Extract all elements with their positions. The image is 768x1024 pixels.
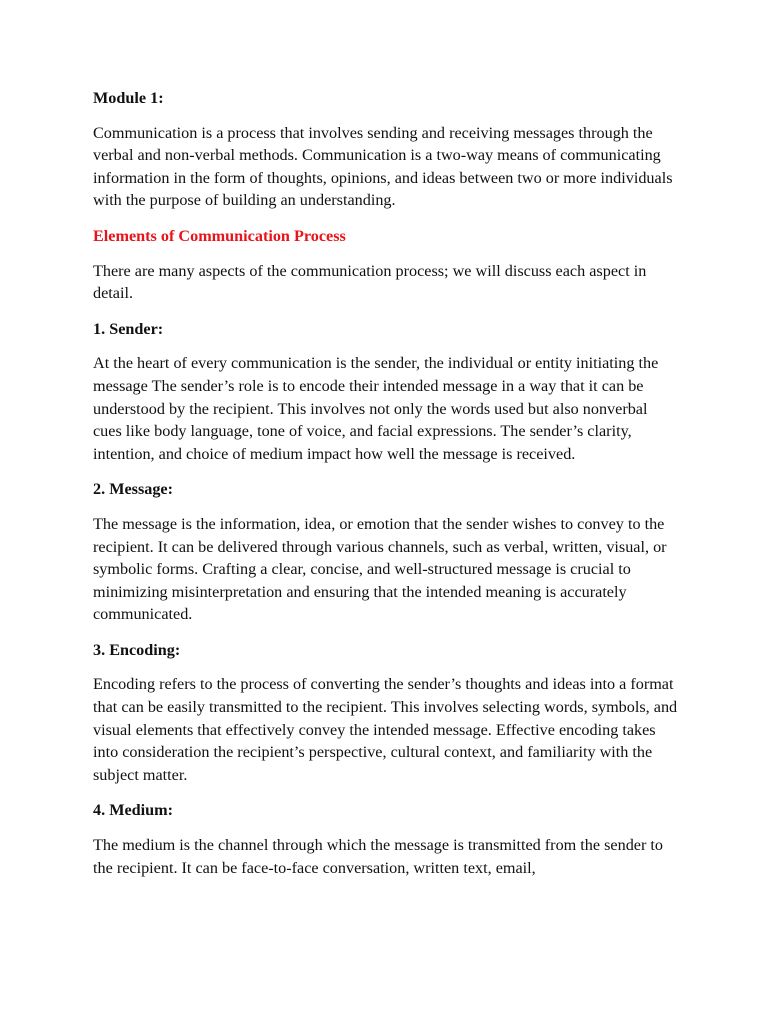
item-heading-sender: 1. Sender: <box>93 319 164 338</box>
item-heading-medium: 4. Medium: <box>93 801 174 820</box>
module-title: Module 1: <box>93 89 164 107</box>
item-heading-encoding: 3. Encoding: <box>93 640 181 659</box>
item-heading-message: 2. Message: <box>93 480 174 499</box>
intro-paragraph: Communication is a process that involves sending and receiving messages through the verbal and non-verbal methods. Communication is a two-way means of communicating information in the form of thoughts, opinions, and ideas between two or more individuals with the purpose of building an understanding. <box>93 123 673 210</box>
item-body-sender: At the heart of every communication is the sender, the individual or entity initiating the message The sender’s role is to encode their intended message in a way that it can be understood by the recipient. This involves not only the words used but also nonverbal cues like body language, tone of voice, and facial expressions. The sender’s clarity, intention, and choice of medium impact how well the message is received. <box>93 354 659 463</box>
item-body-message: The message is the information, idea, or emotion that the sender wishes to convey to the recipient. It can be delivered through various channels, such as verbal, written, visual, or symbolic forms. Crafting a clear, concise, and well-structured message is crucial to minimizing misinterpretation and ensuring that the intended meaning is accurately communicated. <box>93 514 667 624</box>
section-heading: Elements of Communication Process <box>93 226 346 245</box>
section-intro-paragraph: There are many aspects of the communication process; we will discuss each aspect in detail. <box>93 261 647 303</box>
item-body-medium: The medium is the channel through which the message is transmitted from the sender to the recipient. It can be face-to-face conversation, written text, email, <box>93 836 664 877</box>
item-body-encoding: Encoding refers to the process of converting the sender’s thoughts and ideas into a format that can be easily transmitted to the recipient. This involves selecting words, symbols, and visual elements that effectively convey the intended message. Effective encoding takes into consideration the recipient’s perspective, cultural context, and familiarity with the subject matter. <box>93 675 678 784</box>
